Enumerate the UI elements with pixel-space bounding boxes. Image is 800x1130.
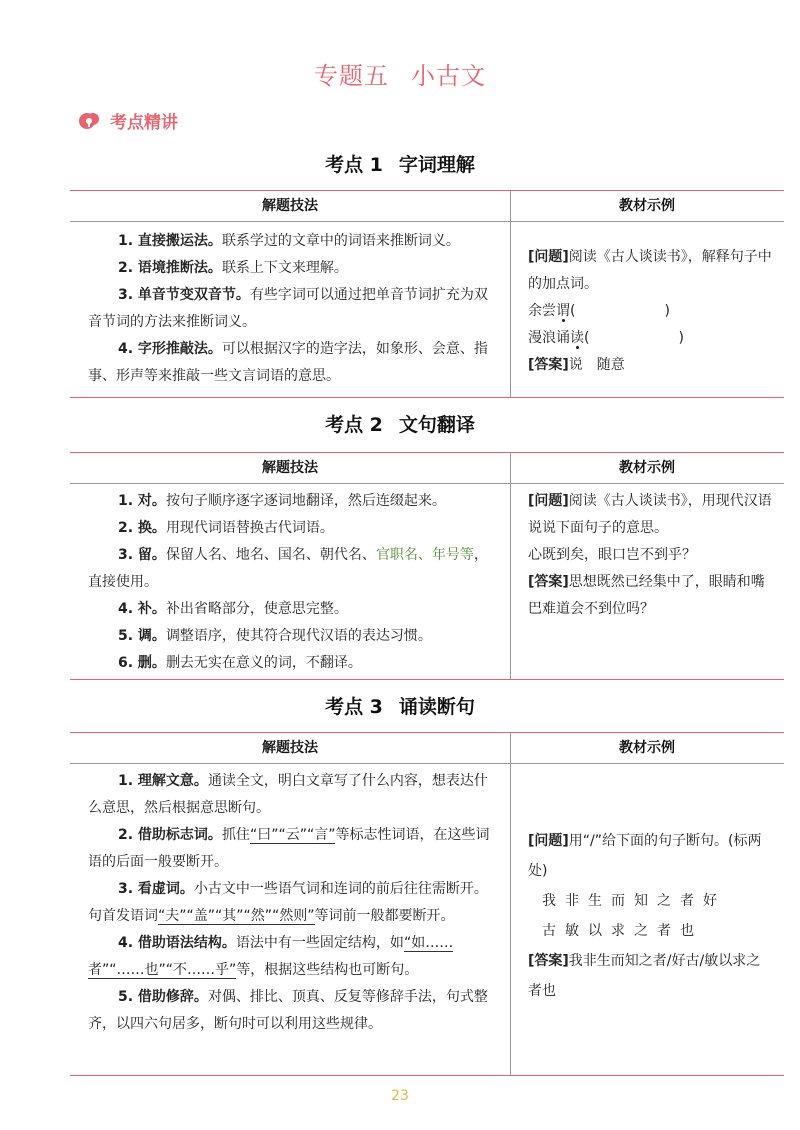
methods-header: 解题技法 [70,191,510,222]
example-question: [问题]阅读《古人谈读书》，解释句子中的加点词。 [528,249,772,292]
section-heading [78,108,178,133]
topic-3-name: 诵读断句 [398,696,475,718]
topic-3-table [70,732,784,1076]
topic-1-name: 字词理解 [398,154,475,176]
topic-3-methods-col [70,733,511,1075]
example-item: 余尝谓( ) [528,303,670,319]
method-item: 5. 借助修辞。对偶、排比、顶真、反复等修辞手法，句式整齐，以四六句居多，断句时可以利用这些规律。 [88,989,488,1032]
method-item: 6. 删。删去无实在意义的词，不翻译。 [118,655,362,671]
example-answer: [答案]我非生而知之者/好古/敏以求之者也 [528,953,761,999]
topic-1-num: 考点 1 [325,154,383,176]
methods-header: 解题技法 [70,453,510,484]
topic-3-num: 考点 3 [325,696,383,718]
example-answer: [答案]思想既然已经集中了，眼睛和嘴巴难道会不到位吗？ [528,574,765,617]
method-item: 4. 借助语法结构。语法中有一些固定结构，如“如……者”“……也”“不……乎”等，根据这些结构也可断句。 [88,935,454,978]
topic-3-example-col [510,733,784,1075]
example-question: [问题]用“/”给下面的句子断句。(标两处) [528,833,762,879]
example-header: 教材示例 [510,733,784,764]
method-item: 1. 理解文意。通读全文，明白文章写了什么内容，想表达什么意思，然后根据意思断句。 [88,773,488,816]
topic-3-heading [0,692,800,719]
topic-2-table [70,452,784,680]
topic-2-methods-col [70,453,511,679]
topic-2-example-col [510,453,784,679]
section-heading-text: 考点精讲 [110,113,178,133]
title-part2: 小古文 [411,62,486,90]
method-item: 4. 补。补出省略部分，使意思完整。 [118,601,348,617]
method-item: 1. 对。按句子顺序逐字逐词地翻译，然后连缀起来。 [118,493,446,509]
method-item: 4. 字形推敲法。可以根据汉字的造字法，如象形、会意、指事、形声等来推敲一些文言词语的意思。 [88,341,488,384]
method-item: 2. 语境推断法。联系上下文来理解。 [118,260,348,276]
title-part1: 专题五 [314,62,389,90]
method-item: 2. 换。用现代词语替换古代词语。 [118,520,334,536]
method-item: 2. 借助标志词。抓住“曰”“云”“言”等标志性词语，在这些词语的后面一般要断开。 [88,827,490,870]
method-item: 1. 直接搬运法。联系学过的文章中的词语来推断词义。 [118,233,460,249]
example-question: [问题]阅读《古人谈读书》，用现代汉语说说下面句子的意思。 [528,493,772,536]
topic-2-num: 考点 2 [325,414,383,436]
example-item: 漫浪诵读( ) [528,330,684,346]
methods-header: 解题技法 [70,733,510,764]
brain-bulb-icon [78,111,100,131]
method-item: 3. 单音节变双音节。有些字词可以通过把单音节词扩充为双音节词的方法来推断词义。 [88,287,488,330]
topic-2-heading [0,410,800,437]
example-header: 教材示例 [510,191,784,222]
method-item: 3. 看虚词。小古文中一些语气词和连词的前后往往需断开。句首发语词“夫”“盖”“其”“然”“然则”等词前一般都要断开。 [88,881,488,924]
method-item: 3. 留。保留人名、地名、国名、朝代名、官职名、年号等，直接使用。 [88,547,488,590]
method-item: 5. 调。调整语序，使其符合现代汉语的表达习惯。 [118,628,432,644]
topic-1-methods-col [70,191,511,397]
topic-1-heading [0,150,800,177]
page-number: 23 [391,1088,409,1104]
example-header: 教材示例 [510,453,784,484]
example-sentence: 我非生而知之者好 古敏以求之者也 [542,893,726,939]
topic-1-table [70,190,784,398]
example-sentence: 心既到矣，眼口岂不到乎？ [528,547,696,563]
topic-1-example-col [510,191,784,397]
topic-2-name: 文句翻译 [398,414,475,436]
page-title [0,56,800,91]
example-answer: [答案]说 随意 [528,357,625,373]
